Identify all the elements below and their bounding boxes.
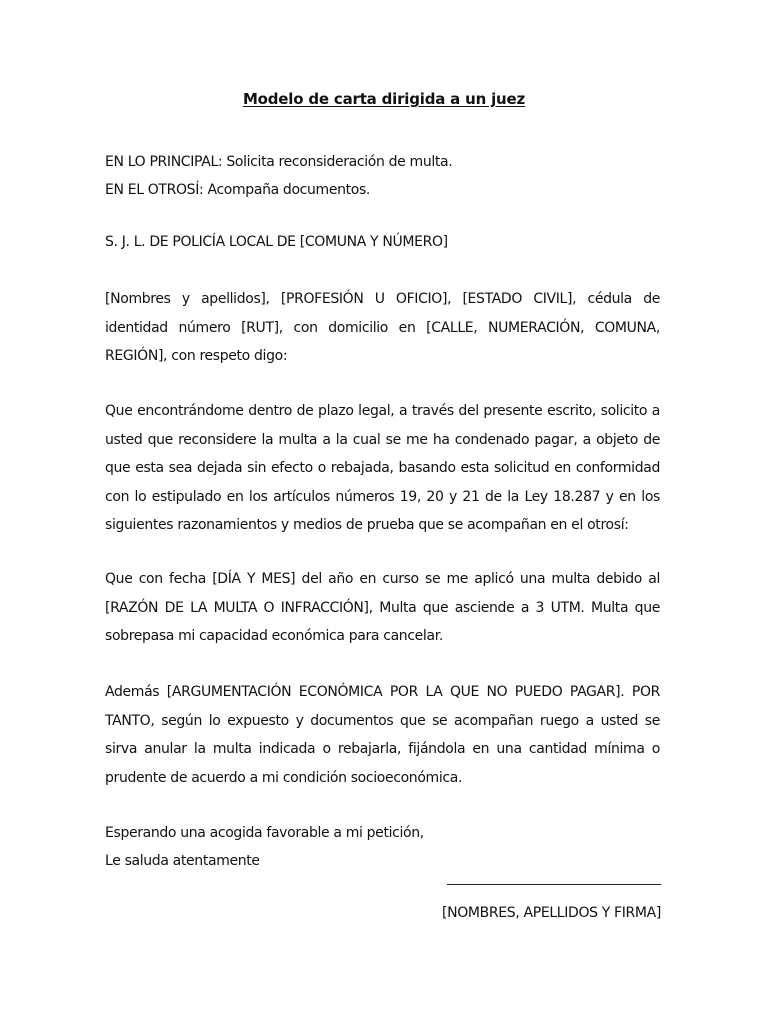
header-lines	[105, 148, 660, 204]
header-principal-line: EN LO PRINCIPAL: Solicita reconsideración de multa.	[105, 154, 453, 170]
closing-line-regards: Le saluda atentamente	[105, 853, 260, 869]
addressee-line: S. J. L. DE POLICÍA LOCAL DE [COMUNA Y NÚMERO]	[105, 234, 448, 250]
document-title: Modelo de carta dirigida a un juez	[242, 90, 526, 108]
closing-lines	[105, 819, 660, 875]
signature-line	[447, 876, 661, 885]
signature-name-placeholder: [NOMBRES, APELLIDOS Y FIRMA]	[442, 905, 661, 921]
paragraph-identification: [Nombres y apellidos], [PROFESIÓN U OFICIO], [ESTADO CIVIL], cédula de identidad número [RUT], con domicilio en [CALLE, NUMERACIÓN, COMUNA, REGIÓN], con respeto digo:	[105, 291, 660, 364]
paragraph-request: Que encontrándome dentro de plazo legal, a través del presente escrito, solicito a usted que reconsidere la multa a la cual se me ha condenado pagar, a objeto de que esta sea dejada sin efecto o rebajada, basando esta solicitud en conformidad con lo estipulado en los artículos números 19, 20 y 21 de la Ley 18.287 y en los siguientes razonamientos y medios de prueba que se acompañan en el otrosí:	[105, 403, 660, 533]
paragraph-arguments: Además [ARGUMENTACIÓN ECONÓMICA POR LA QUE NO PUEDO PAGAR]. POR TANTO, según lo expuesto y documentos que se acompañan ruego a usted se sirva anular la multa indicada o rebajarla, fijándola en una cantidad mínima o prudente de acuerdo a mi condición socioeconómica.	[105, 684, 660, 786]
closing-line-hope: Esperando una acogida favorable a mi petición,	[105, 825, 424, 841]
header-otrosi-line: EN EL OTROSÍ: Acompaña documentos.	[105, 182, 371, 198]
paragraph-fine-details: Que con fecha [DÍA Y MES] del año en curso se me aplicó una multa debido al [RAZÓN DE LA MULTA O INFRACCIÓN], Multa que asciende a 3 UTM. Multa que sobrepasa mi capacidad económica para cancelar.	[105, 571, 660, 644]
